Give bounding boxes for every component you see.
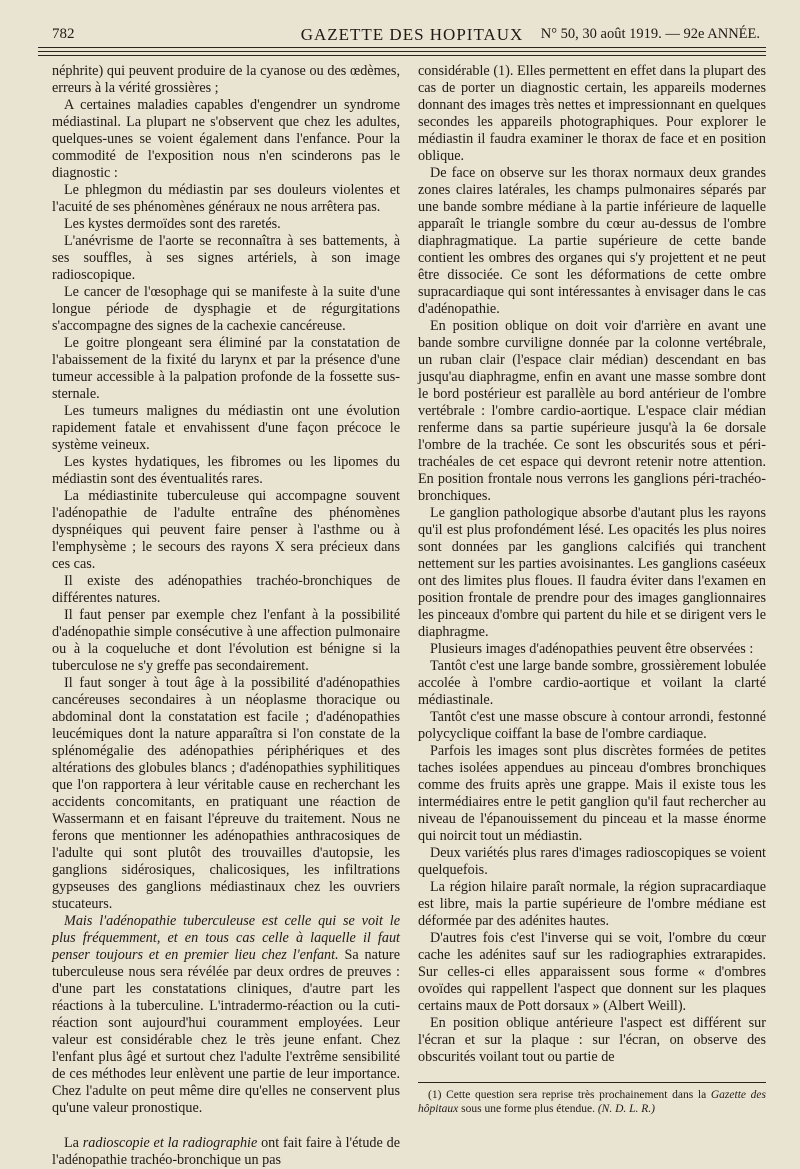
paragraph: La médiastinite tuberculeuse qui accompagne souvent l'adénopathie de l'adulte entraîne des phénomènes dyspnéiques qui peuvent faire penser à l'asthme ou à l'emphysème ; le secours des rayons X sera précieux dans ces cas. bbox=[52, 488, 400, 572]
paragraph: Les kystes hydatiques, les fibromes ou les lipomes du médiastin sont des éventualités rares. bbox=[52, 454, 400, 487]
journal-title: GAZETTE DES HOPITAUX bbox=[300, 25, 524, 44]
header-rule bbox=[38, 55, 766, 56]
issue-info: N° 50, 30 août 1919. — 92e ANNÉE. bbox=[540, 26, 760, 42]
paragraph: Le ganglion pathologique absorbe d'autant plus les rayons qu'il est plus profondément lésé. Les opacités les plus noires sont données par les ganglions calcifiés qui tranchent nettement sur les parties avoisinantes. Les ganglions caséeux ont des limites plus floues. Il faudra éviter dans l'examen en position frontale de prendre pour des images ganglionnaires les pinceaux d'ombre qui partent du hile et se dirigent vers le diaphragme. bbox=[418, 505, 766, 640]
paragraph: Il faut penser par exemple chez l'enfant à la possibilité d'adénopathie simple consécutive à une affection pulmonaire ou à la coqueluche et dont l'évolution est bénigne si la tuberculose ne s'y greffe pas secondairement. bbox=[52, 607, 400, 674]
paragraph: considérable (1). Elles permettent en effet dans la plupart des cas de porter un diagnostic certain, les appareils modernes donnant des images très nettes et impressionnant en quelques secondes les appareils photographiques. Pour explorer le médiastin il faudra examiner le thorax de face et en position oblique. bbox=[418, 63, 766, 164]
paragraph: Il faut songer à tout âge à la possibilité d'adénopathies cancéreuses secondaires à un néoplasme thoracique ou abdominal dont la constatation est facile ; d'adénopathies leucémiques dont la nature apparaîtra si l'on constate de la splénomégalie des adénopathies périphériques et des altérations des globules blancs ; d'adénopathies syphilitiques que l'on rapportera à leur véritable cause en recherchant les accidents concomitants, en pratiquant une réaction de Wassermann et en faisant l'épreuve du traitement. Nous ne ferons que mentionner les adénopathies anthracosiques de l'adulte qui sont plutôt des trouvailles d'autopsie, les ganglions sidérosiques, chalicosiques, les infiltrations gypseuses des ganglions médiastinaux chez les ouvriers stucateurs. bbox=[52, 675, 400, 912]
paragraph: De face on observe sur les thorax normaux deux grandes zones claires latérales, les champs pulmonaires séparés par une bande sombre médiane à la partie inférieure de laquelle apparaît le triangle sombre du cœur au-dessus de l'ombre diaphragmatique. La partie supérieure de cette bande contient les ombres des organes qui s'y projettent et ne peut être dissociée. Ce sont les déformations de cette ombre supracardiaque qui sont intéressantes à envisager dans le cas d'adénopathie. bbox=[418, 165, 766, 317]
paragraph: Deux variétés plus rares d'images radioscopiques se voient quelquefois. bbox=[418, 845, 766, 878]
page-number: 782 bbox=[52, 26, 75, 42]
paragraph-text: ont fait faire à l'étude de l'adénopathie trachéo-bronchique un pas bbox=[52, 1135, 400, 1168]
paragraph-text: La bbox=[64, 1135, 83, 1151]
paragraph: Le cancer de l'œsophage qui se manifeste à la suite d'une longue période de dysphagie et de régurgitations s'accompagne des signes de la cachexie cancéreuse. bbox=[52, 284, 400, 334]
paragraph: Tantôt c'est une large bande sombre, grossièrement lobulée accolée à l'ombre cardio-aortique et voilant la clarté médiastinale. bbox=[418, 658, 766, 708]
footnote-italic: Gazette des hôpitaux bbox=[418, 1089, 766, 1115]
footnote-rule bbox=[418, 1082, 766, 1083]
italic-phrase: radioscopie et la radiographie bbox=[82, 1135, 258, 1151]
paragraph: Les tumeurs malignes du médiastin ont une évolution rapidement fatale et envahissent d'une façon précoce le système veineux. bbox=[52, 403, 400, 453]
paragraph: Les kystes dermoïdes sont des raretés. bbox=[64, 216, 281, 232]
paragraph: Tantôt c'est une masse obscure à contour arrondi, festonné polycyclique coiffant la base de l'ombre cardiaque. bbox=[418, 709, 766, 742]
paragraph: A certaines maladies capables d'engendrer un syndrome médiastinal. La plupart ne s'observent que chez les adultes, quelques-unes se voient également dans l'enfance. Pour la commodité de l'exposition nous n'en scinderons pas le diagnostic : bbox=[52, 97, 400, 181]
paragraph: En position oblique antérieure l'aspect est différent sur l'écran et sur la plaque : sur l'écran, on observe des obscurités voilant tout ou partie de bbox=[418, 1015, 766, 1065]
paragraph: Le goitre plongeant sera éliminé par la constatation de l'abaissement de la fixité du larynx et par la présence d'une tumeur accessible à la palpation profonde de la fossette sus-sternale. bbox=[52, 335, 400, 402]
footnote-text: sous une forme plus étendue. bbox=[458, 1103, 598, 1115]
paragraph: Il existe des adénopathies trachéo-bronchiques de différentes natures. bbox=[52, 573, 400, 606]
paragraph bbox=[52, 1135, 400, 1169]
paragraph: Parfois les images sont plus discrètes formées de petites taches isolées appendues au pinceau d'ombres bronchiques comme des fruits après une grappe. Mais il existe tous les intermédiaires entre le petit ganglion qu'il faut rechercher au niveau de l'épanouissement du pinceau et la masse énorme qui noircit tout un médiastin. bbox=[418, 743, 766, 844]
paragraph: La région hilaire paraît normale, la région supracardiaque est libre, mais la partie supérieure de l'ombre médiane est déformée par des adénites hautes. bbox=[418, 879, 766, 929]
paragraph: L'anévrisme de l'aorte se reconnaîtra à ses battements, à ses souffles, à ses signes artériels, à son image radioscopique. bbox=[52, 233, 400, 283]
footnote-signature: (N. D. L. R.) bbox=[597, 1103, 656, 1115]
paragraph bbox=[52, 913, 400, 1117]
paragraph: En position oblique on doit voir d'arrière en avant une bande sombre curviligne donnée par la colonne vertébrale, un ruban clair (l'espace clair médian) descendant en bas jusqu'au diaphragme, enfin en avant une masse sombre dont le bord postérieur est parallèle au bord antérieur de l'ombre vertébrale : l'ombre cardio-aortique. L'espace clair médian renferme dans sa partie supérieure jusqu'à la 6e dorsale l'ombre de la trachée. Ce sont les obscurités sous et péri-trachéales de cet espace qui devront retenir notre attention. En position frontale nous verrons les ganglions péri-trachéo-bronchiques. bbox=[418, 318, 766, 504]
right-column bbox=[418, 63, 766, 1066]
paragraph-text: Sa nature tuberculeuse nous sera révélée par deux ordres de preuves : d'une part les constatations cliniques, d'autre part les réactions à la tuberculine. L'intradermo-réaction ou la cuti-réaction sont aujourd'hui couramment employées. Leur valeur est considérable chez le très jeune enfant. Chez l'enfant plus âgé et surtout chez l'adulte l'extrême sensibilité de ces méthodes leur enlèvent une partie de leur importance. Chez l'adulte on peut même dire qu'elles ne conservent plus qu'une valeur pronostique. bbox=[52, 947, 400, 1116]
footnote bbox=[418, 1088, 766, 1116]
header-rule bbox=[38, 51, 766, 52]
footnote-text: (1) Cette question sera reprise très prochainement dans la bbox=[428, 1089, 711, 1101]
paragraph: D'autres fois c'est l'inverse qui se voit, l'ombre du cœur cache les adénites sauf sur les radiographies extrarapides. Sur celles-ci elles apparaissent sous forme « d'ombres ovoïdes qui rappellent l'aspect que donnent sur les plaques certains maux de Pott dorsaux » (Albert Weill). bbox=[418, 930, 766, 1014]
paragraph: néphrite) qui peuvent produire de la cyanose ou des œdèmes, erreurs à la vérité grossières ; bbox=[52, 63, 400, 96]
paragraph: Plusieurs images d'adénopathies peuvent être observées : bbox=[430, 641, 754, 657]
page-header bbox=[38, 22, 766, 44]
spacer bbox=[52, 1117, 400, 1135]
header-rule bbox=[38, 47, 766, 48]
paragraph: Le phlegmon du médiastin par ses douleurs violentes et l'acuité de ses phénomènes généraux ne nous arrêtera pas. bbox=[52, 182, 400, 215]
left-column bbox=[52, 63, 400, 1169]
italic-lead: Mais l'adénopathie tuberculeuse est celle qui se voit le plus fréquemment, et en tous cas celle à laquelle il faut penser toujours et en premier lieu chez l'enfant. bbox=[52, 913, 400, 963]
